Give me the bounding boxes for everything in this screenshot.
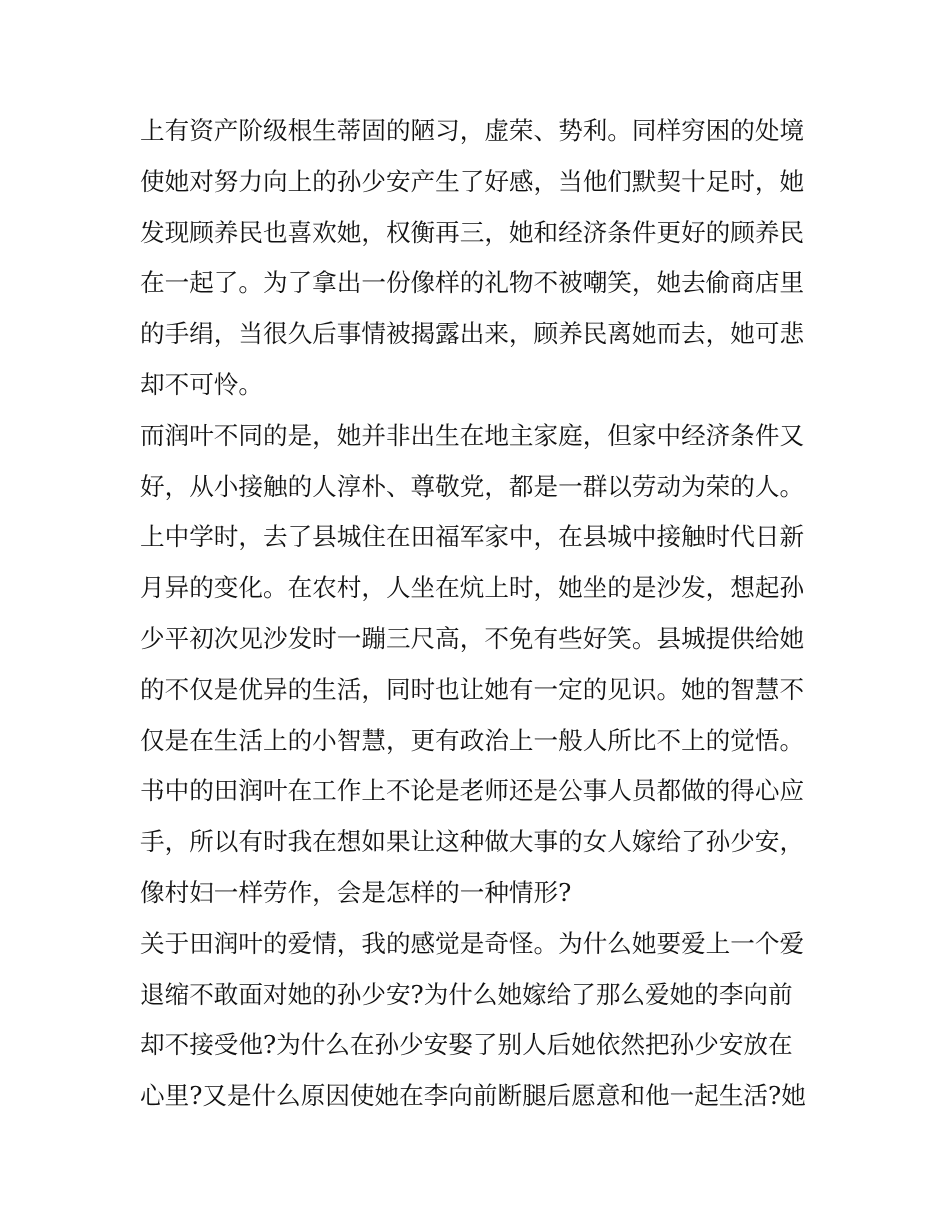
- text-line: 使她对努力向上的孙少安产生了好感，当他们默契十足时，她: [140, 166, 805, 196]
- text-line: 像村妇一样劳作，会是怎样的一种情形?: [140, 877, 572, 907]
- text-line: 的不仅是优异的生活，同时也让她有一定的见识。她的智慧不: [140, 674, 805, 704]
- text-line: 好，从小接触的人淳朴、尊敬党，都是一群以劳动为荣的人。: [140, 471, 805, 501]
- text-line: 却不可怜。: [140, 369, 263, 399]
- text-line: 月异的变化。在农村，人坐在炕上时，她坐的是沙发，想起孙: [140, 573, 805, 603]
- text-line: 上有资产阶级根生蒂固的陋习，虚荣、势利。同样穷困的处境: [140, 116, 805, 145]
- text-line: 上中学时，去了县城住在田福军家中，在县城中接触时代日新: [140, 522, 805, 552]
- text-line: 书中的田润叶在工作上不论是老师还是公事人员都做的得心应: [140, 776, 805, 806]
- text-line: 心里?又是什么原因使她在李向前断腿后愿意和他一起生活?她: [140, 1081, 806, 1111]
- text-line: 退缩不敢面对她的孙少安?为什么她嫁给了那么爱她的李向前: [140, 979, 793, 1009]
- text-line: 关于田润叶的爱情，我的感觉是奇怪。为什么她要爱上一个爱: [140, 928, 805, 958]
- text-line: 在一起了。为了拿出一份像样的礼物不被嘲笑，她去偷商店里: [140, 268, 805, 298]
- text-line: 手，所以有时我在想如果让这种做大事的女人嫁给了孙少安，: [140, 827, 805, 857]
- document-body: [140, 106, 820, 1122]
- text-line: 少平初次见沙发时一蹦三尺高，不免有些好笑。县城提供给她: [140, 623, 805, 653]
- text-line: 却不接受他?为什么在孙少安娶了别人后她依然把孙少安放在: [140, 1030, 793, 1060]
- text-line: 的手绢，当很久后事情被揭露出来，顾养民离她而去，她可悲: [140, 319, 805, 349]
- text-line: 而润叶不同的是，她并非出生在地主家庭，但家中经济条件又: [140, 420, 805, 450]
- text-line: 仅是在生活上的小智慧，更有政治上一般人所比不上的觉悟。: [140, 725, 805, 755]
- text-line: 发现顾养民也喜欢她，权衡再三，她和经济条件更好的顾养民: [140, 217, 805, 247]
